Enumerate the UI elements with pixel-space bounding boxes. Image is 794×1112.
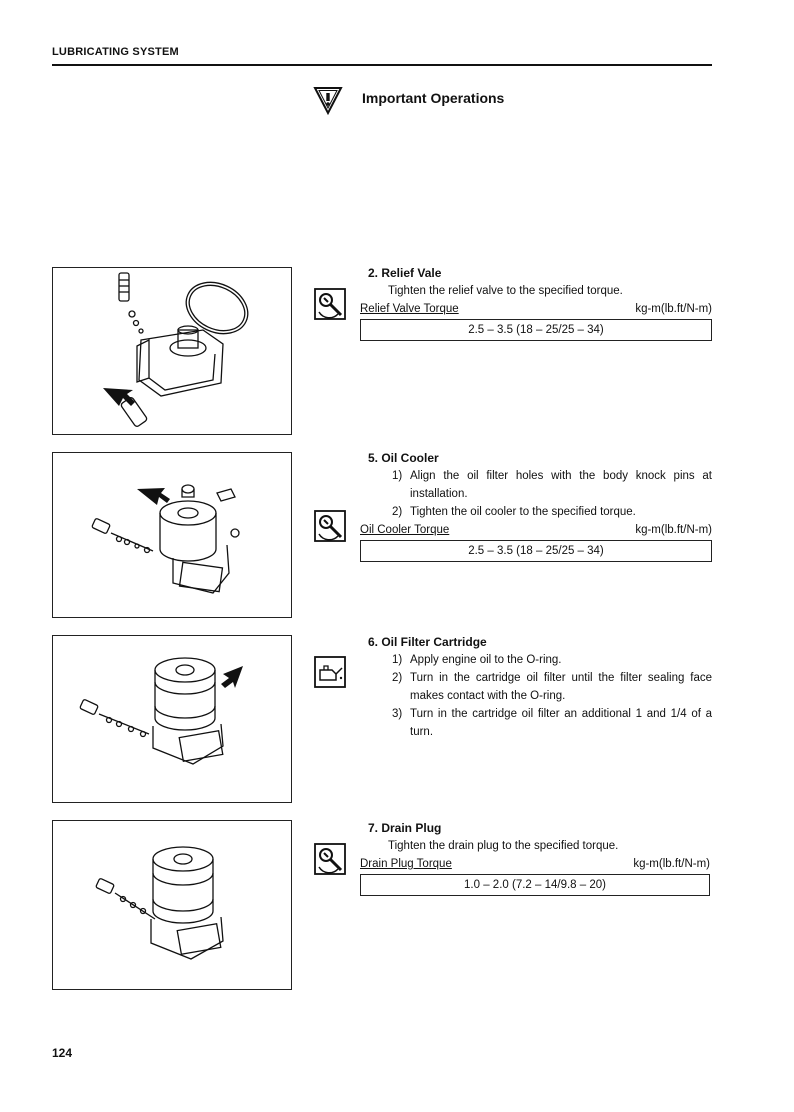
step-item	[392, 651, 712, 669]
torque-wrench-icon	[314, 288, 346, 320]
step-text: Tighten the oil cooler to the specified torque.	[410, 506, 636, 518]
torque-label: Oil Cooler Torque	[360, 524, 450, 536]
torque-label: Relief Valve Torque	[360, 303, 459, 315]
torque-value: 1.0 – 2.0 (7.2 – 14/9.8 – 20)	[360, 874, 710, 896]
torque-unit: kg-m(lb.ft/N-m)	[633, 858, 710, 870]
section-intro: Tighten the drain plug to the specified torque.	[388, 840, 619, 852]
section-drain-plug	[360, 819, 710, 896]
step-item	[392, 503, 712, 521]
step-item	[392, 669, 712, 705]
important-operations-title: Important Operations	[362, 90, 505, 106]
torque-unit: kg-m(lb.ft/N-m)	[635, 303, 712, 315]
section-title: 5. Oil Cooler	[368, 451, 439, 465]
step-number: 1)	[392, 470, 403, 482]
drain-plug-illustration	[53, 821, 291, 989]
section-title: 7. Drain Plug	[368, 821, 442, 835]
step-number: 1)	[392, 654, 403, 666]
figure-relief-valve	[52, 267, 292, 435]
torque-wrench-icon	[314, 510, 346, 542]
section-title: 6. Oil Filter Cartridge	[368, 635, 487, 649]
oil-filter-illustration	[53, 636, 291, 802]
torque-row	[360, 521, 712, 539]
page-number: 124	[52, 1046, 73, 1060]
header-rule	[52, 64, 712, 66]
step-text: Turn in the cartridge oil filter until the filter sealing face makes contact with the O-ring.	[410, 672, 712, 702]
section-oil-cooler	[360, 449, 712, 562]
figure-oil-cooler	[52, 452, 292, 618]
section-title: 2. Relief Vale	[368, 266, 442, 280]
step-number: 2)	[392, 506, 403, 518]
step-text: Align the oil filter holes with the body knock pins at installation.	[410, 470, 712, 500]
warning-triangle-icon	[313, 85, 343, 115]
step-number: 2)	[392, 672, 403, 684]
torque-row	[360, 855, 710, 873]
torque-value: 2.5 – 3.5 (18 – 25/25 – 34)	[360, 319, 712, 341]
step-number: 3)	[392, 708, 403, 720]
section-intro: Tighten the relief valve to the specified torque.	[388, 285, 623, 297]
figure-drain-plug	[52, 820, 292, 990]
section-header: LUBRICATING SYSTEM	[52, 46, 179, 58]
step-text: Apply engine oil to the O-ring.	[410, 654, 562, 666]
torque-row	[360, 300, 712, 318]
torque-label: Drain Plug Torque	[360, 858, 452, 870]
figure-oil-filter-cartridge	[52, 635, 292, 803]
section-relief-valve	[360, 264, 712, 341]
torque-unit: kg-m(lb.ft/N-m)	[635, 524, 712, 536]
torque-value: 2.5 – 3.5 (18 – 25/25 – 34)	[360, 540, 712, 562]
section-oil-filter-cartridge	[360, 633, 712, 741]
oil-can-icon	[314, 656, 346, 688]
step-item	[392, 705, 712, 741]
oil-cooler-illustration	[53, 453, 291, 617]
step-text: Turn in the cartridge oil filter an additional 1 and 1/4 of a turn.	[410, 708, 712, 738]
step-item	[392, 467, 712, 503]
torque-wrench-icon	[314, 843, 346, 875]
relief-valve-illustration	[53, 268, 291, 434]
